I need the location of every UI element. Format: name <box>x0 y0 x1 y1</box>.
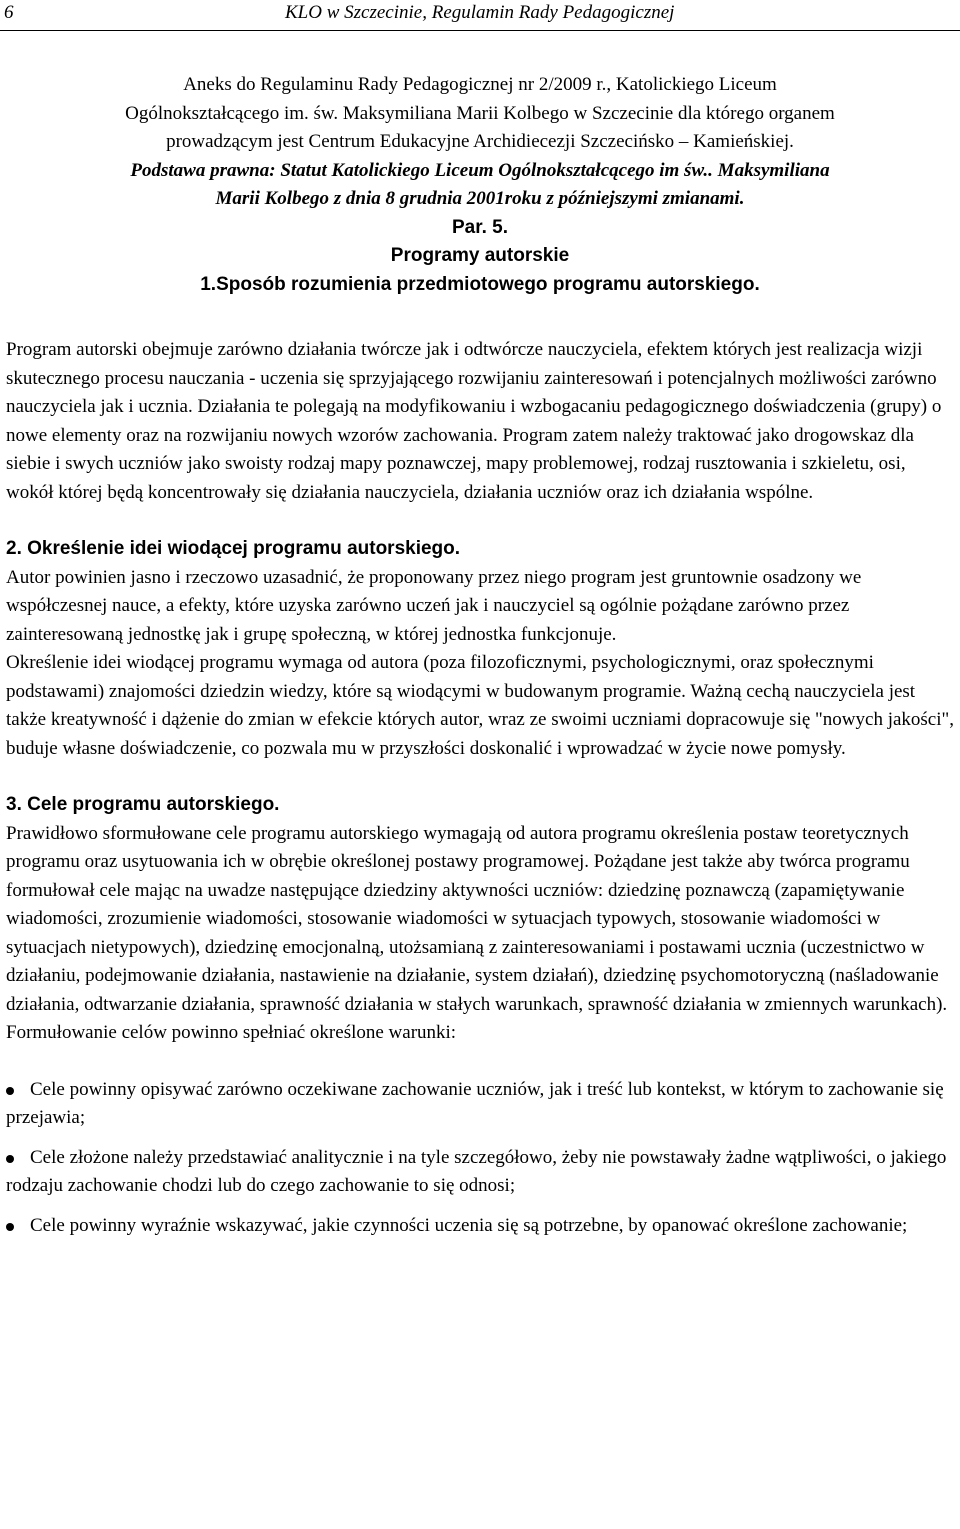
page-header <box>0 0 960 31</box>
intro-line: Ogólnokształcącego im. św. Maksymiliana Marii Kolbego w Szczecinie dla którego organem <box>125 102 835 124</box>
section-2-paragraph: Autor powinien jasno i rzeczowo uzasadnić, że proponowany przez niego program jest gruntownie osadzony we współczesnej nauce, a efekty, które uzyska zarówno uczeń jak i nauczyciel są ogólnie pożądane zarówno przez zainteresowaną jednostkę jak i grupę społeczną, w której jednostka funkcjonuje. <box>6 566 862 645</box>
section-3-paragraph: Formułowanie celów powinno spełniać określone warunki: <box>6 1022 457 1043</box>
page-number: 6 <box>4 2 14 23</box>
section-3-paragraph: Prawidłowo sformułowane cele programu autorskiego wymagają od autora programu określenia postaw teoretycznych programu oraz usytuowania ich w obrębie określonej postawy programowej. Pożądane jest także aby twórca programu formułował cele mając na uwadze następujące dziedziny aktywności uczniów: dziedzinę poznawczą (zapamiętywanie wiadomości, zrozumienie wiadomości, stosowanie wiadomości w sytuacjach typowych, stosowanie wiadomości w sytuacjach nietypowych), dziedzinę emocjonalną, utożsamianą z zainteresowaniami i postawami ucznia (uczestnictwo w działaniu, podejmowanie działania, nastawienie na działanie, system działań), dziedzinę psychomotoryczną (naśladowanie działania, odtwarzanie działania, sprawność działania w stałych warunkach, sprawność działania w zmiennych warunkach). <box>6 822 948 1015</box>
bullet-icon <box>6 1155 14 1163</box>
intro-line: Aneks do Regulaminu Rady Pedagogicznej nr 2/2009 r., Katolickiego Liceum <box>183 74 777 95</box>
document-intro <box>0 71 960 299</box>
section-2-heading: 2. Określenie idei wiodącej programu autorskiego. <box>6 538 461 559</box>
bullet-icon <box>6 1087 14 1095</box>
list-item: Cele złożone należy przedstawiać analitycznie i na tyle szczegółowo, żeby nie powstawały żadne wątpliwości, o jakiego rodzaju zachowanie chodzi lub do czego zachowanie to się odnosi; <box>6 1146 947 1196</box>
list-item: Cele powinny opisywać zarówno oczekiwane zachowanie uczniów, jak i treść lub kontekst, w którym to zachowanie się przejawia; <box>6 1078 944 1128</box>
conditions-list <box>6 1076 956 1241</box>
section-3-heading: 3. Cele programu autorskiego. <box>6 794 280 815</box>
paragraph-number: Par. 5. <box>452 216 508 238</box>
intro-line: prowadzącym jest Centrum Edukacyjne Archidiecezji Szczecińsko – Kamieńskiej. <box>166 131 794 152</box>
list-item: Cele powinny wyraźnie wskazywać, jakie czynności uczenia się są potrzebne, by opanować określone zachowanie; <box>6 1212 956 1241</box>
document-body <box>6 336 956 1251</box>
legal-basis-line: Podstawa prawna: Statut Katolickiego Liceum Ogólnokształcącego im św.. Maksymiliana <box>130 159 830 181</box>
legal-basis-line: Marii Kolbego z dnia 8 grudnia 2001roku z późniejszymi zmianami. <box>215 188 745 209</box>
section-title: Programy autorskie <box>390 245 570 266</box>
bullet-icon <box>6 1223 14 1231</box>
header-title: KLO w Szczecinie, Regulamin Rady Pedagogicznej <box>285 2 675 23</box>
subsection-heading: 1.Sposób rozumienia przedmiotowego programu autorskiego. <box>200 273 760 295</box>
section-1-text: Program autorski obejmuje zarówno działania twórcze jak i odtwórcze nauczyciela, efektem których jest realizacja wizji skutecznego procesu nauczania - uczenia się sprzyjającego rozwijaniu zainteresowań i potencjalnych możliwości zarówno nauczyciela jak i ucznia. Działania te polegają na modyfikowaniu i wzbogacaniu pedagogicznego doświadczenia (grupy) o nowe elementy oraz na rozwijaniu nowych wzorów zachowania. Program zatem należy traktować jako drogowskaz dla siebie i swych uczniów jako swoisty rodzaj mapy poznawczej, mapy problemowej, rodzaj rusztowania i szkieletu, osi, wokół której będą koncentrowały się działania nauczyciela, działania uczniów oraz ich działania wspólne. <box>6 339 942 503</box>
section-2-paragraph: Określenie idei wiodącej programu wymaga od autora (poza filozoficznymi, psychologicznymi, oraz społecznymi podstawami) znajomości dziedzin wiedzy, które są wiodącymi w budowanym programie. Ważną cechą nauczyciela jest także kreatywność i dążenie do zmian w efekcie których autor, wraz ze swoimi uczniami dopracowuje się "nowych jakości", buduje własne doświadczenie, co pozwala mu w przyszłości doskonalić i wprowadzać w życie nowe pomysły. <box>6 652 955 759</box>
